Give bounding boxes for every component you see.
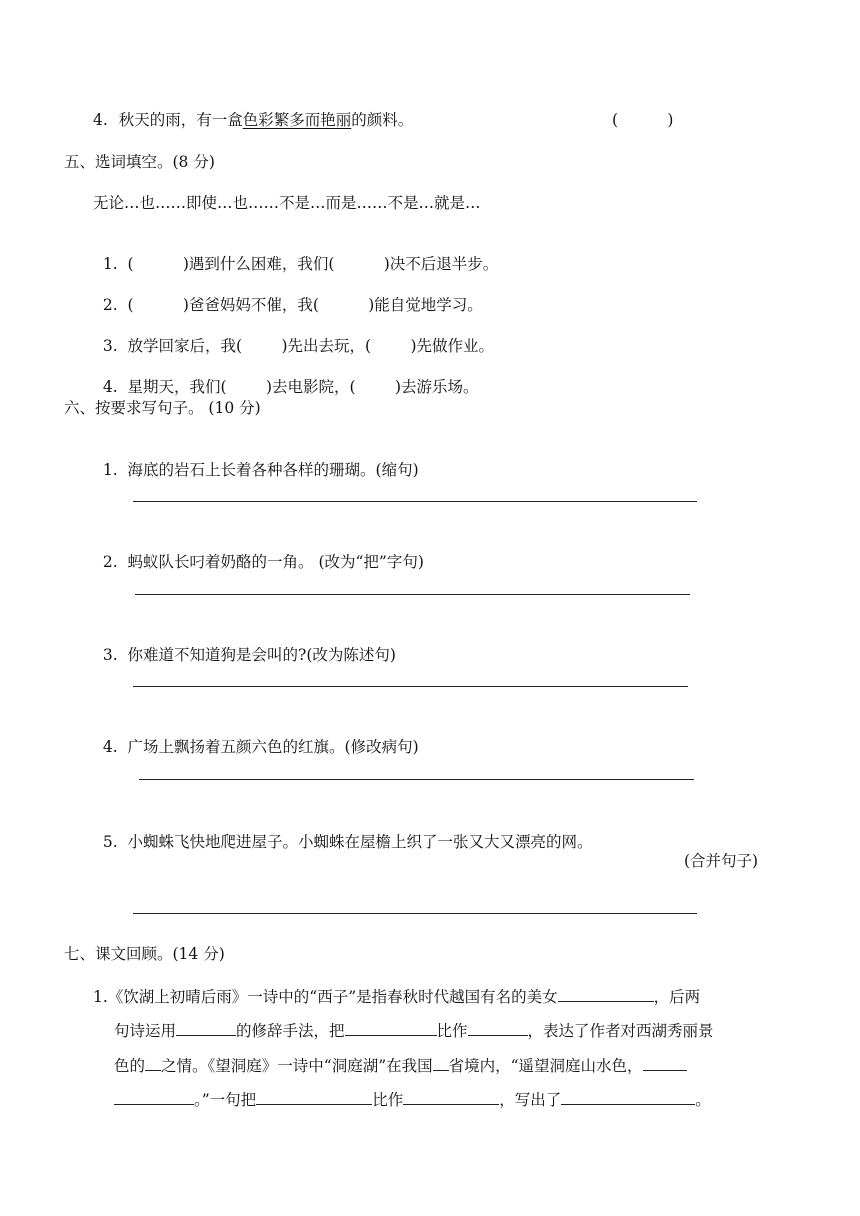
review-line-1 bbox=[93, 987, 700, 1007]
q-number: 1. bbox=[102, 461, 118, 479]
fill-item-4 bbox=[93, 357, 479, 397]
answer-paren[interactable]: ( ) bbox=[612, 111, 674, 129]
fill-item-1 bbox=[93, 234, 498, 274]
q-number: 4. bbox=[102, 738, 118, 756]
review-text: 比作 bbox=[372, 1091, 404, 1109]
review-line-3 bbox=[114, 1056, 687, 1076]
review-text: 省境内，“遥望洞庭山水色， bbox=[448, 1057, 643, 1075]
task-note: (合并句子) bbox=[684, 852, 759, 870]
review-text: 句诗运用 bbox=[114, 1022, 177, 1040]
q-number: 1. bbox=[102, 255, 118, 273]
q-text: 小蜘蛛飞快地爬进屋子。小蜘蛛在屋檐上织了一张又大又漂亮的网。 bbox=[127, 833, 593, 851]
q-number: 4. bbox=[102, 378, 118, 396]
answer-line[interactable] bbox=[139, 779, 694, 780]
answer-line[interactable] bbox=[133, 501, 697, 502]
fill-blank[interactable] bbox=[176, 1021, 236, 1036]
q-number: 3. bbox=[102, 646, 118, 664]
q-text: 你难道不知道狗是会叫的?(改为陈述句) bbox=[127, 646, 396, 664]
rewrite-item-2 bbox=[93, 532, 424, 572]
review-text: ，表达了作者对西湖秀丽景 bbox=[527, 1022, 714, 1040]
section-heading-6: 六、按要求写句子。 (10 分) bbox=[64, 399, 261, 417]
fill-text[interactable]: 放学回家后，我( )先出去玩，( )先做作业。 bbox=[127, 337, 495, 355]
q-number: 2. bbox=[102, 553, 118, 571]
rewrite-item-4 bbox=[93, 717, 419, 757]
fill-item-3 bbox=[93, 316, 494, 356]
fill-blank[interactable] bbox=[643, 1056, 687, 1071]
review-line-4 bbox=[114, 1090, 711, 1110]
rewrite-item-3 bbox=[93, 625, 396, 665]
answer-line[interactable] bbox=[133, 913, 697, 914]
review-text: 《饮湖上初晴后雨》一诗中的“西子”是指春秋时代越国有名的美女 bbox=[107, 988, 558, 1006]
review-text: 。”一句把 bbox=[194, 1091, 257, 1109]
review-text: 比作 bbox=[436, 1022, 468, 1040]
review-text: 之情。《望洞庭》一诗中“洞庭湖”在我国 bbox=[161, 1057, 433, 1075]
fill-text[interactable]: ( )爸爸妈妈不催，我( )能自觉地学习。 bbox=[127, 296, 483, 314]
fill-item-2 bbox=[93, 275, 483, 315]
sec4-q4 bbox=[93, 110, 413, 130]
review-text: 。 bbox=[695, 1091, 711, 1109]
q-text-pre: 秋天的雨，有一盒 bbox=[118, 111, 243, 129]
fill-blank[interactable] bbox=[558, 987, 654, 1002]
review-text: ，后两 bbox=[653, 988, 701, 1006]
fill-blank[interactable] bbox=[256, 1090, 372, 1105]
fill-blank[interactable] bbox=[468, 1021, 528, 1036]
answer-line[interactable] bbox=[135, 594, 690, 595]
rewrite-item-5 bbox=[93, 812, 593, 852]
q-number: 3. bbox=[102, 337, 118, 355]
q-text-post: 的颜料。 bbox=[351, 111, 414, 129]
q-number: 2. bbox=[102, 296, 118, 314]
q-number: 1. bbox=[93, 988, 108, 1006]
fill-blank[interactable] bbox=[145, 1056, 161, 1071]
fill-text[interactable]: ( )遇到什么困难，我们( )决不后退半步。 bbox=[127, 255, 499, 273]
fill-blank[interactable] bbox=[561, 1090, 695, 1105]
word-bank: 无论…也……即使…也……不是…而是……不是…就是… bbox=[93, 194, 481, 212]
review-text: ，写出了 bbox=[499, 1091, 562, 1109]
q-text: 蚂蚁队长叼着奶酪的一角。 (改为“把”字句) bbox=[127, 553, 424, 571]
q-text-underlined: 色彩繁多而艳丽 bbox=[242, 111, 352, 129]
q-text: 广场上飘扬着五颜六色的红旗。(修改病句) bbox=[127, 738, 419, 756]
review-line-2 bbox=[114, 1021, 714, 1041]
fill-blank[interactable] bbox=[403, 1090, 499, 1105]
section-heading-7: 七、课文回顾。(14 分) bbox=[64, 945, 225, 963]
answer-line[interactable] bbox=[133, 686, 688, 687]
fill-blank[interactable] bbox=[345, 1021, 437, 1036]
section-heading-5: 五、选词填空。(8 分) bbox=[64, 153, 215, 171]
fill-text[interactable]: 星期天，我们( )去电影院，( )去游乐场。 bbox=[127, 378, 479, 396]
review-text: 的修辞手法，把 bbox=[236, 1022, 345, 1040]
review-text: 色的 bbox=[114, 1057, 146, 1075]
fill-blank[interactable] bbox=[433, 1056, 449, 1071]
fill-blank[interactable] bbox=[114, 1090, 194, 1105]
q-number: 5. bbox=[102, 833, 118, 851]
q-text: 海底的岩石上长着各种各样的珊瑚。(缩句) bbox=[127, 461, 419, 479]
q-number: 4. bbox=[93, 111, 108, 129]
rewrite-item-1 bbox=[93, 440, 419, 480]
